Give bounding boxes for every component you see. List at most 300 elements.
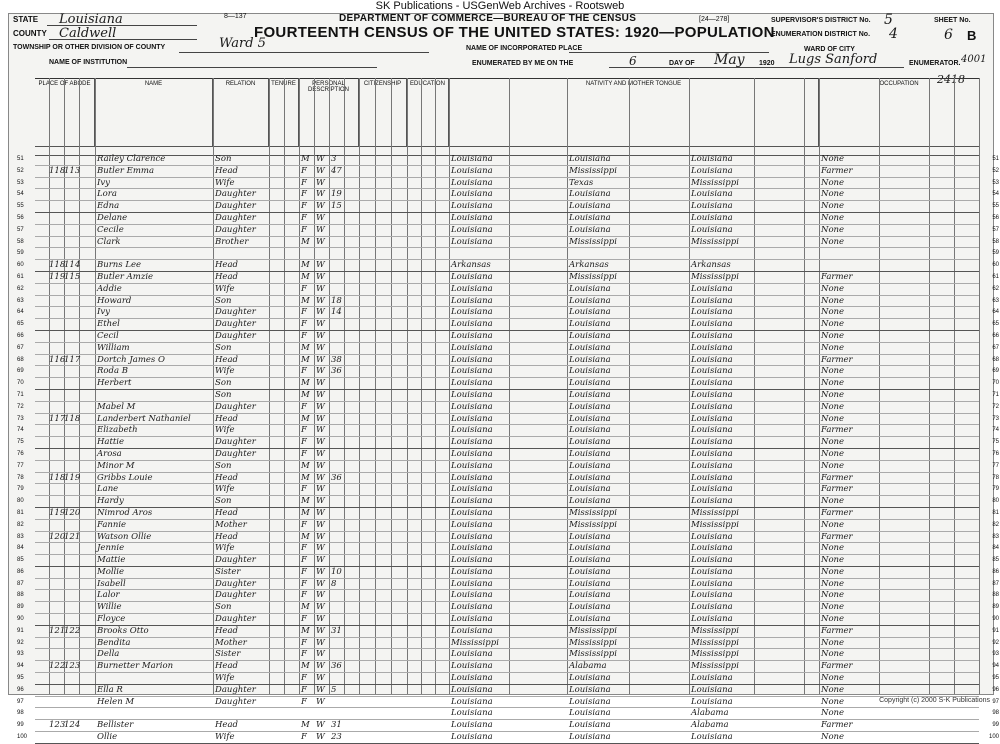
cell-name: Ivy — [97, 307, 110, 318]
cell-mbp: Louisiana — [691, 543, 733, 554]
cell-sex: F — [301, 437, 307, 448]
cell-occ: Farmer — [821, 271, 853, 282]
cell-fam — [64, 343, 92, 354]
cell-sex: M — [301, 260, 310, 271]
cell-sex: F — [301, 649, 307, 660]
cell-occ: None — [821, 342, 845, 353]
cell-fbp: Mississippi — [569, 271, 617, 282]
cell-fam — [64, 248, 92, 259]
cell-fam — [64, 614, 92, 625]
line-number: 89 — [17, 604, 24, 611]
cell-age: 36 — [331, 472, 342, 483]
cell-race: W — [316, 342, 325, 353]
line-number-right: 99 — [992, 722, 999, 729]
cell-fam — [64, 461, 92, 472]
cell-bp: Louisiana — [451, 484, 493, 495]
cell-rel: Head — [215, 271, 238, 282]
cell-bp — [451, 248, 511, 259]
col-education: EDUCATION — [407, 78, 449, 146]
table-row — [17, 425, 999, 437]
cell-occ: Farmer — [821, 507, 853, 518]
cell-bp: Louisiana — [451, 602, 493, 613]
cell-fbp: Louisiana — [569, 732, 611, 743]
cell-fam — [64, 366, 92, 377]
cell-fbp: Louisiana — [569, 330, 611, 341]
cell-bp: Louisiana — [451, 614, 493, 625]
cell-name: Ethel — [97, 319, 120, 330]
cell-race: W — [316, 413, 325, 424]
cell-bp: Louisiana — [451, 342, 493, 353]
cell-age — [331, 178, 346, 189]
ed-label: ENUMERATION DISTRICT No. — [771, 31, 871, 38]
cell-rel: Head — [215, 260, 238, 271]
cell-fam — [64, 638, 92, 649]
cell-name: Edna — [97, 201, 120, 212]
line-number-right: 92 — [992, 639, 999, 646]
cell-fbp: Louisiana — [569, 413, 611, 424]
cell-fbp: Louisiana — [569, 354, 611, 365]
cell-mbp: Mississippi — [691, 649, 739, 660]
line-number-right: 88 — [992, 592, 999, 599]
cell-sex: F — [301, 448, 307, 459]
cell-bp: Louisiana — [451, 425, 493, 436]
line-number-right: 93 — [992, 651, 999, 658]
cell-occ: None — [821, 590, 845, 601]
line-number-right: 95 — [992, 675, 999, 682]
table-row — [17, 566, 999, 579]
table-row — [17, 555, 999, 567]
cell-race: W — [316, 531, 325, 542]
cell-name: Watson Ollie — [97, 531, 152, 542]
cell-age — [331, 213, 346, 224]
cell-occ: None — [821, 236, 845, 247]
cell-mbp: Louisiana — [691, 283, 733, 294]
cell-bp: Louisiana — [451, 720, 493, 731]
cell-fbp: Louisiana — [569, 378, 611, 389]
cell-fbp: Mississippi — [569, 519, 617, 530]
cell-name: Railey Clarence — [97, 154, 166, 164]
cell-bp: Louisiana — [451, 496, 493, 507]
cell-name: Butler Emma — [97, 165, 155, 176]
cell-bp: Louisiana — [451, 165, 493, 176]
line-number-right: 64 — [992, 309, 999, 316]
cell-fam — [64, 178, 92, 189]
table-row — [17, 342, 999, 355]
table-row — [17, 484, 999, 496]
cell-fam — [64, 590, 92, 601]
cell-fbp: Louisiana — [569, 212, 611, 223]
cell-bp: Louisiana — [451, 236, 493, 247]
line-number-right: 72 — [992, 403, 999, 410]
cell-age: 31 — [331, 720, 342, 731]
line-number: 77 — [17, 462, 24, 469]
cell-age — [331, 425, 346, 436]
cell-fam — [64, 402, 92, 413]
cell-sex: F — [301, 201, 307, 212]
cell-sex: M — [301, 460, 310, 471]
cell-sex: M — [301, 342, 310, 353]
cell-rel: Daughter — [215, 614, 256, 625]
line-number: 79 — [17, 486, 24, 493]
supervisor-label: SUPERVISOR'S DISTRICT No. — [771, 17, 871, 24]
cell-rel: Head — [215, 472, 238, 483]
cell-fbp: Louisiana — [569, 460, 611, 471]
cell-occ: None — [821, 378, 845, 389]
cell-fbp: Arkansas — [569, 260, 609, 271]
cell-race: W — [316, 271, 325, 282]
cell-bp: Louisiana — [451, 684, 493, 695]
cell-sex: F — [301, 165, 307, 176]
cell-occ: None — [821, 283, 845, 294]
line-number: 99 — [17, 722, 24, 729]
col-occupation: OCCUPATION — [879, 81, 919, 87]
cell-mbp: Louisiana — [691, 212, 733, 223]
cell-name: Nimrod Aros — [97, 507, 153, 518]
cell-rel: Brother — [215, 236, 249, 247]
cell-name: Mabel M — [97, 401, 136, 412]
cell-fam — [64, 225, 92, 236]
cell-bp: Arkansas — [451, 260, 491, 271]
line-number-right: 76 — [992, 450, 999, 457]
line-number-right: 90 — [992, 616, 999, 623]
cell-race: W — [316, 389, 325, 400]
cell-bp: Louisiana — [451, 507, 493, 518]
line-number: 65 — [17, 321, 24, 328]
table-row — [17, 696, 999, 709]
line-number: 82 — [17, 521, 24, 528]
cell-sex: M — [301, 720, 310, 731]
sheet-label: SHEET No. — [934, 17, 971, 24]
sheet-letter: B — [967, 28, 977, 43]
cell-rel: Head — [215, 661, 238, 672]
cell-occ — [821, 248, 881, 259]
cell-sex: M — [301, 389, 310, 400]
cell-rel: Daughter — [215, 401, 256, 412]
cell-occ: None — [821, 330, 845, 341]
cell-fbp: Louisiana — [569, 448, 611, 459]
county-value: Caldwell — [59, 26, 117, 41]
line-number-right: 97 — [992, 698, 999, 705]
col-personal-description: PERSONAL DESCRIPTION — [299, 78, 359, 146]
cell-name: Ollie — [97, 732, 118, 743]
cell-rel: Mother — [215, 519, 247, 530]
day-of-label: DAY OF — [669, 60, 695, 67]
cell-occ: Farmer — [821, 531, 853, 542]
line-number-right: 57 — [992, 226, 999, 233]
cell-sex: F — [301, 637, 307, 648]
cell-age: 23 — [331, 732, 342, 743]
table-row — [17, 295, 999, 308]
cell-fam: 113 — [64, 165, 81, 176]
cell-race: W — [316, 472, 325, 483]
cell-race: W — [316, 307, 325, 318]
cell-race: W — [316, 732, 325, 743]
cell-sex: F — [301, 224, 307, 235]
cell-rel: Wife — [215, 366, 235, 377]
cell-mbp: Louisiana — [691, 437, 733, 448]
cell-fbp: Louisiana — [569, 389, 611, 400]
cell-rel: Daughter — [215, 696, 256, 707]
cell-mbp: Louisiana — [691, 378, 733, 389]
cell-mbp: Mississippi — [691, 177, 739, 188]
line-number-right: 75 — [992, 439, 999, 446]
table-row — [17, 330, 999, 343]
cell-rel: Son — [215, 389, 232, 400]
cell-rel: Son — [215, 602, 232, 613]
enumerated-month: May — [714, 52, 745, 68]
cell-fbp: Louisiana — [569, 531, 611, 542]
copyright-notice: Copyright (c) 2000 S-K Publications — [879, 697, 990, 704]
cell-fam — [64, 732, 92, 743]
cell-age — [331, 496, 346, 507]
cell-rel: Son — [215, 295, 232, 306]
institution-label: NAME OF INSTITUTION — [49, 59, 128, 66]
cell-race: W — [316, 496, 325, 507]
cell-occ: Farmer — [821, 354, 853, 365]
cell-race: W — [316, 649, 325, 660]
cell-rel: Sister — [215, 649, 241, 660]
cell-name: Jennie — [97, 543, 125, 554]
line-number: 61 — [17, 273, 24, 280]
cell-mbp: Louisiana — [691, 319, 733, 330]
cell-bp: Louisiana — [451, 708, 493, 719]
cell-age: 38 — [331, 354, 342, 365]
cell-sex: M — [301, 661, 310, 672]
line-number: 87 — [17, 580, 24, 587]
table-row — [17, 366, 999, 378]
table-row — [17, 260, 999, 272]
cell-occ: None — [821, 614, 845, 625]
cell-age — [331, 614, 346, 625]
cell-race: W — [316, 484, 325, 495]
cell-bp: Louisiana — [451, 271, 493, 282]
cell-mbp: Louisiana — [691, 165, 733, 176]
cell-mbp: Louisiana — [691, 189, 733, 200]
line-number-right: 85 — [992, 557, 999, 564]
cell-mbp: Louisiana — [691, 590, 733, 601]
table-row — [17, 378, 999, 390]
cell-mbp: Louisiana — [691, 614, 733, 625]
table-row — [17, 625, 999, 638]
cell-name — [97, 708, 215, 719]
cell-bp: Louisiana — [451, 307, 493, 318]
cell-sex: F — [301, 366, 307, 377]
cell-occ: None — [821, 649, 845, 660]
line-number-right: 62 — [992, 285, 999, 292]
line-number: 60 — [17, 262, 24, 269]
cell-rel: Daughter — [215, 319, 256, 330]
cell-fam: 120 — [64, 507, 81, 518]
cell-age: 5 — [331, 684, 337, 695]
line-number-right: 60 — [992, 262, 999, 269]
cell-race: W — [316, 260, 325, 271]
cell-fam — [64, 649, 92, 660]
cell-name — [97, 673, 215, 684]
cell-bp: Louisiana — [451, 177, 493, 188]
cell-fbp: Louisiana — [569, 472, 611, 483]
line-number-right: 86 — [992, 568, 999, 575]
cell-mbp: Louisiana — [691, 224, 733, 235]
cell-bp: Louisiana — [451, 283, 493, 294]
cell-mbp: Alabama — [691, 720, 729, 731]
line-number-right: 98 — [992, 710, 999, 717]
state-label: STATE — [13, 15, 39, 24]
cell-occ: None — [821, 708, 845, 719]
table-row — [17, 189, 999, 201]
cell-age — [331, 319, 346, 330]
line-number-right: 52 — [992, 167, 999, 174]
cell-race: W — [316, 543, 325, 554]
cell-occ: None — [821, 543, 845, 554]
cell-sex: M — [301, 507, 310, 518]
cell-dw: 120 — [49, 531, 66, 542]
cell-bp: Louisiana — [451, 154, 493, 164]
line-number-right: 63 — [992, 297, 999, 304]
cell-occ: None — [821, 437, 845, 448]
cell-age — [331, 602, 346, 613]
cell-fbp: Louisiana — [569, 684, 611, 695]
col-nativity: NATIVITY AND MOTHER TONGUE — [449, 78, 819, 146]
cell-sex: F — [301, 177, 307, 188]
line-number: 67 — [17, 344, 24, 351]
archive-title-bar — [0, 0, 1000, 13]
census-rows — [17, 154, 999, 744]
cell-fam — [64, 449, 92, 460]
cell-age — [331, 437, 346, 448]
year: 1920 — [759, 60, 775, 67]
cell-rel: Son — [215, 460, 232, 471]
cell-sex: F — [301, 614, 307, 625]
cell-dw: 121 — [49, 625, 66, 636]
cell-fbp: Louisiana — [569, 496, 611, 507]
line-number: 100 — [17, 734, 28, 741]
cell-mbp: Louisiana — [691, 696, 733, 707]
cell-sex: F — [301, 732, 307, 743]
cell-rel: Son — [215, 378, 232, 389]
table-row — [17, 496, 999, 508]
cell-bp: Louisiana — [451, 543, 493, 554]
cell-occ: None — [821, 448, 845, 459]
cell-fbp — [569, 248, 629, 259]
cell-name: Herbert — [97, 378, 132, 389]
cell-name: Willie — [97, 602, 122, 613]
cell-fam — [64, 579, 92, 590]
cell-age: 3 — [331, 154, 337, 164]
cell-age — [331, 237, 346, 248]
cell-age — [331, 402, 346, 413]
cell-fbp: Louisiana — [569, 543, 611, 554]
cell-age: 10 — [331, 566, 342, 577]
cell-fam — [64, 484, 92, 495]
cell-mbp: Louisiana — [691, 330, 733, 341]
cell-sex: M — [301, 625, 310, 636]
cell-fbp: Louisiana — [569, 342, 611, 353]
cell-age — [331, 343, 346, 354]
cell-name: Floyce — [97, 614, 126, 625]
form-number-left: 8—137 — [224, 13, 247, 20]
cell-rel: Wife — [215, 543, 235, 554]
cell-rel: Daughter — [215, 307, 256, 318]
cell-sex: M — [301, 378, 310, 389]
cell-name: Bellister — [97, 720, 134, 731]
cell-mbp: Louisiana — [691, 555, 733, 566]
cell-rel: Wife — [215, 732, 235, 743]
line-number: 83 — [17, 533, 24, 540]
cell-name: Mollie — [97, 566, 125, 577]
cell-age — [331, 532, 346, 543]
cell-bp: Louisiana — [451, 555, 493, 566]
col-relation: RELATION — [213, 78, 269, 146]
line-number: 71 — [17, 391, 24, 398]
cell-fbp: Louisiana — [569, 283, 611, 294]
cell-name: Addie — [97, 283, 122, 294]
cell-age — [331, 449, 346, 460]
line-number: 63 — [17, 297, 24, 304]
cell-race: W — [316, 614, 325, 625]
cell-mbp: Louisiana — [691, 578, 733, 589]
cell-occ: None — [821, 578, 845, 589]
line-number: 94 — [17, 663, 24, 670]
cell-name: Butler Amzie — [97, 271, 154, 282]
county-label: COUNTY — [13, 29, 47, 38]
cell-mbp: Louisiana — [691, 366, 733, 377]
cell-rel: Head — [215, 531, 238, 542]
cell-fbp: Louisiana — [569, 696, 611, 707]
cell-dw: 118 — [49, 472, 66, 483]
cell-mbp: Louisiana — [691, 531, 733, 542]
line-number: 95 — [17, 675, 24, 682]
cell-fam — [64, 567, 92, 578]
cell-sex: M — [301, 295, 310, 306]
cell-name: Burns Lee — [97, 260, 142, 271]
line-number-right: 78 — [992, 474, 999, 481]
col-tenure: TENURE — [269, 78, 299, 146]
line-number: 81 — [17, 509, 24, 516]
cell-race: W — [316, 283, 325, 294]
cell-race: W — [316, 165, 325, 176]
cell-fam — [64, 673, 92, 684]
cell-race: W — [316, 224, 325, 235]
cell-sex: F — [301, 319, 307, 330]
cell-bp: Louisiana — [451, 649, 493, 660]
cell-occ: None — [821, 212, 845, 223]
cell-fbp: Mississippi — [569, 649, 617, 660]
cell-occ: None — [821, 496, 845, 507]
table-row — [17, 271, 999, 284]
cell-name — [97, 248, 215, 259]
line-number-right: 80 — [992, 498, 999, 505]
cell-mbp: Mississippi — [691, 271, 739, 282]
cell-race: W — [316, 720, 325, 731]
cell-fam — [64, 390, 92, 401]
cell-race: W — [316, 236, 325, 247]
line-number: 86 — [17, 568, 24, 575]
cell-age — [331, 590, 346, 601]
table-row — [17, 248, 999, 260]
stamp-number: 2418 — [937, 73, 965, 86]
cell-occ: Farmer — [821, 165, 853, 176]
cell-rel: Daughter — [215, 590, 256, 601]
cell-fam — [64, 496, 92, 507]
cell-name: Helen M — [97, 696, 135, 707]
cell-race: W — [316, 401, 325, 412]
cell-sex: F — [301, 555, 307, 566]
cell-bp: Louisiana — [451, 460, 493, 471]
cell-rel: Wife — [215, 177, 235, 188]
line-number: 59 — [17, 250, 24, 257]
table-row — [17, 637, 999, 650]
cell-rel: Daughter — [215, 330, 256, 341]
